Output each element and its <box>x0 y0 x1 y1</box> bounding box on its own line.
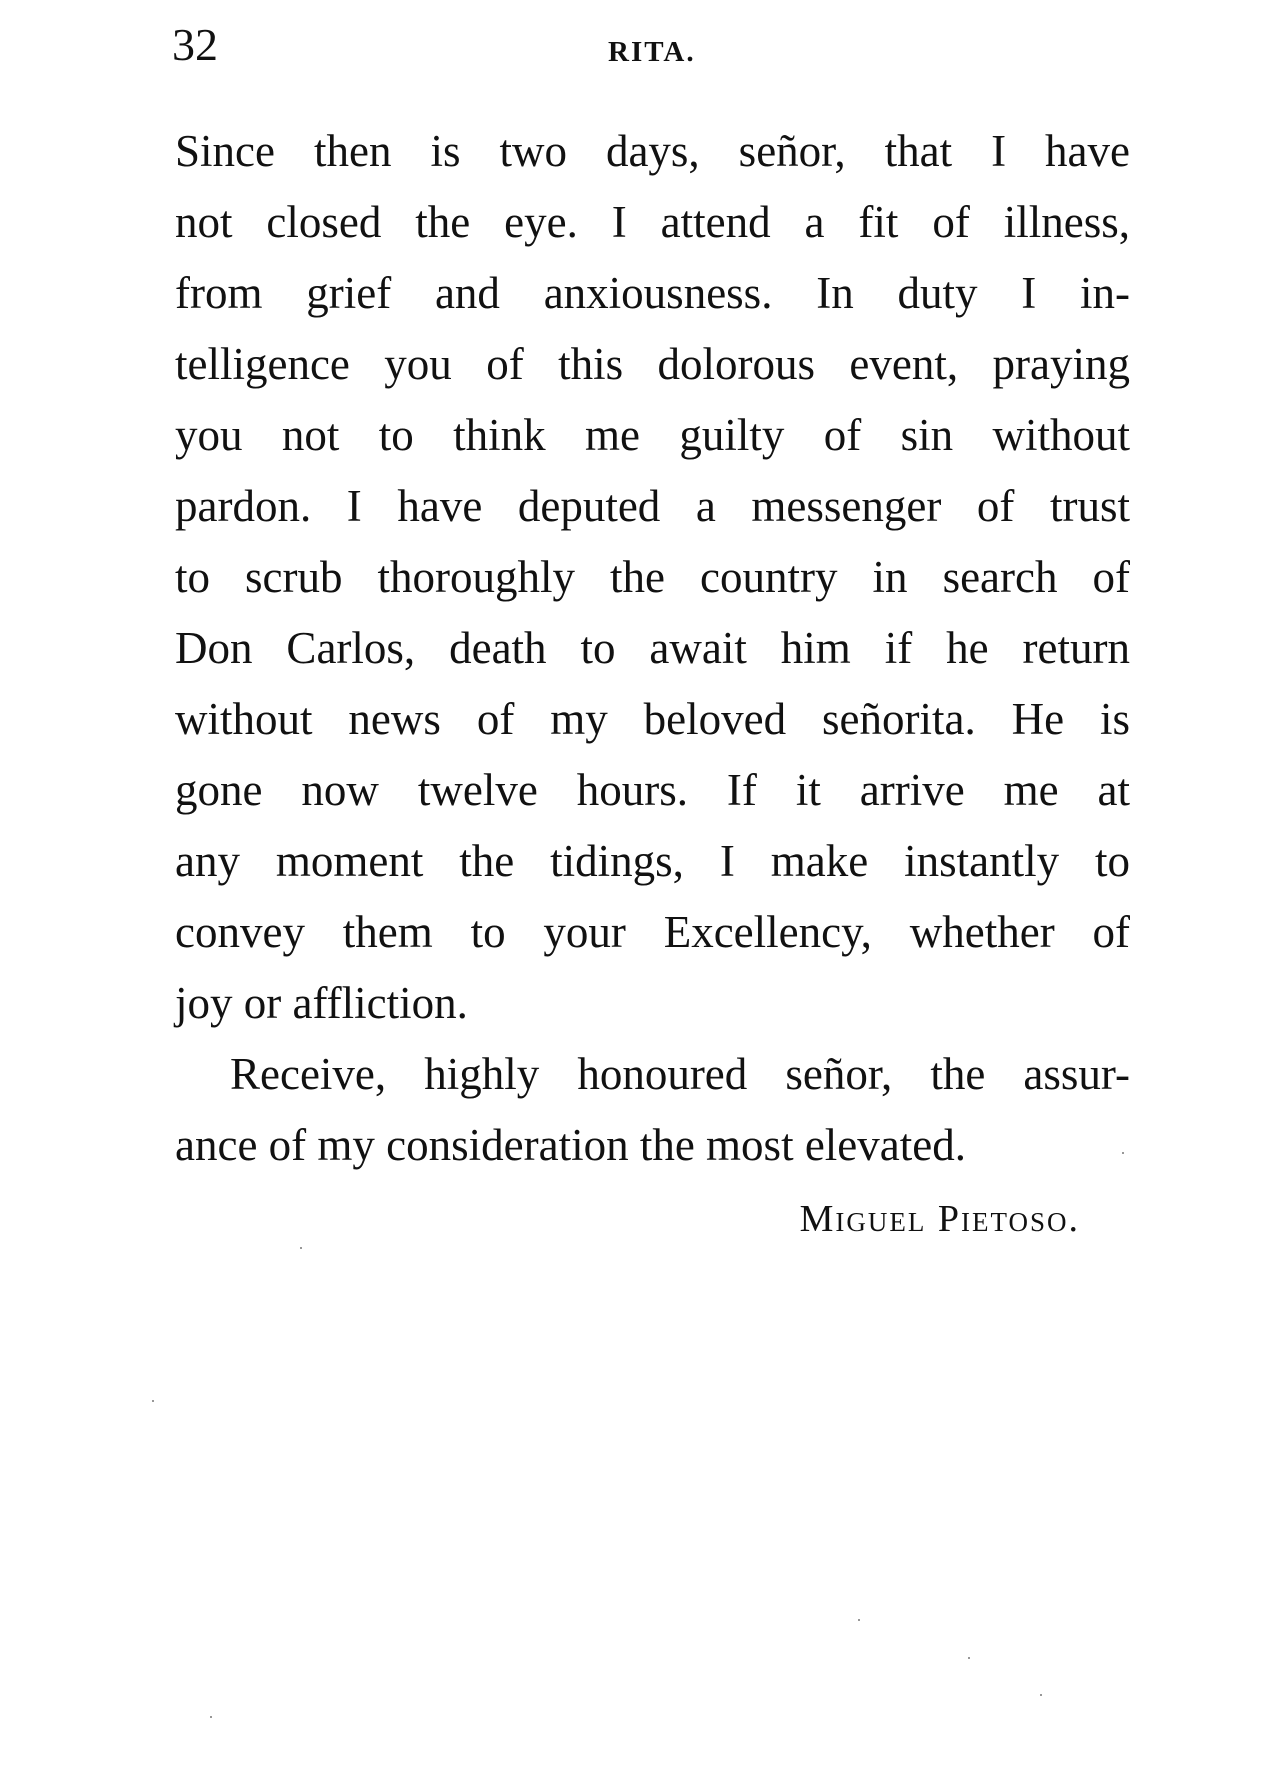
text-line: gone now twelve hours. If it arrive me at <box>175 765 1130 815</box>
text-line: you not to think me guilty of sin without <box>175 410 1130 460</box>
paper-speck <box>968 1657 970 1659</box>
body-text <box>175 116 1130 1181</box>
text-line: telligence you of this dolorous event, praying <box>175 339 1130 389</box>
text-line: joy or affliction. <box>175 978 468 1028</box>
text-line: Receive, highly honoured señor, the assur- <box>230 1049 1130 1099</box>
page-number: 32 <box>172 19 218 70</box>
paper-speck <box>152 1400 154 1402</box>
paper-speck <box>858 1619 860 1621</box>
paper-speck <box>1122 1152 1124 1154</box>
text-line: without news of my beloved señorita. He is <box>175 694 1130 744</box>
text-line: Don Carlos, death to await him if he return <box>175 623 1130 673</box>
paper-speck <box>1040 1694 1042 1696</box>
signature: Miguel Pietoso. <box>799 1198 1080 1240</box>
paper-speck <box>210 1716 212 1718</box>
text-line: not closed the eye. I attend a fit of illness, <box>175 197 1130 247</box>
text-line: convey them to your Excellency, whether of <box>175 907 1130 957</box>
paper-speck <box>300 1247 302 1249</box>
text-line: from grief and anxiousness. In duty I in- <box>175 268 1130 318</box>
text-line: to scrub thoroughly the country in search of <box>175 552 1130 602</box>
text-line: pardon. I have deputed a messenger of trust <box>175 481 1130 531</box>
text-line: any moment the tidings, I make instantly to <box>175 836 1130 886</box>
text-line: ance of my consideration the most elevated. <box>175 1120 966 1170</box>
running-head: RITA. <box>608 36 696 68</box>
text-line: Since then is two days, señor, that I have <box>175 126 1130 176</box>
